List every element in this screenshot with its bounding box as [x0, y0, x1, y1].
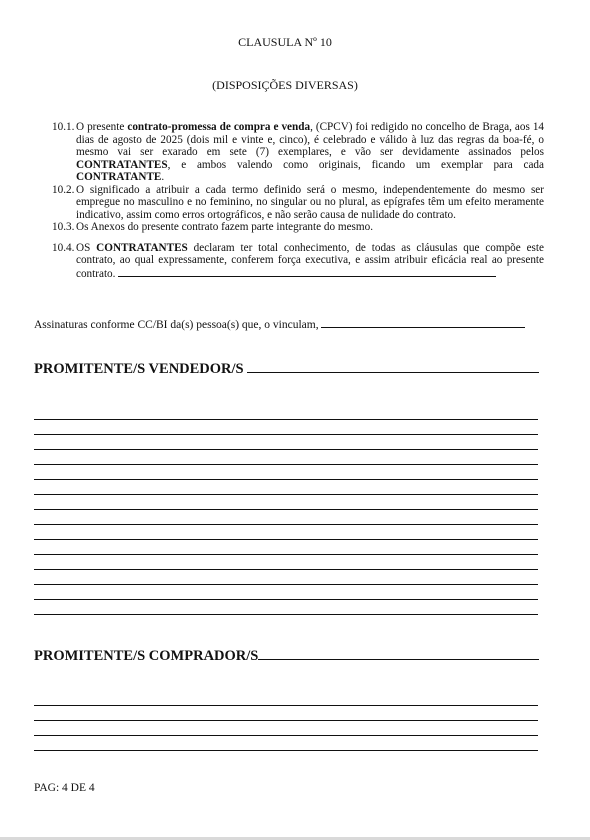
buyer-signature-line: [34, 735, 538, 736]
seller-signature-line: [34, 599, 538, 600]
clause-10-3: [52, 221, 544, 234]
seller-signature-line: [34, 449, 538, 450]
buyer-heading-blank: [258, 647, 539, 660]
clause-text-part: .: [161, 171, 165, 183]
seller-signature-line: [34, 524, 538, 525]
clause-text-part: declaram ter total conhecimento, de todas as cláusulas que compõe este contrato, ao qual expressamente, conferem força executiva, e assim atribuir eficácia real ao presente contrato.: [76, 241, 544, 280]
clause-text-part: , e ambos valendo como originais, ficando um exemplar para cada: [167, 158, 544, 171]
clause-10-2: [52, 184, 544, 222]
signatures-statement: [34, 318, 525, 331]
clause-10-1: [52, 121, 544, 184]
clause-bold-term: contrato-promessa de compra e venda: [127, 121, 311, 133]
buyer-heading-text: PROMITENTE/S COMPRADOR/S: [34, 648, 259, 664]
clause-10-4: [52, 242, 544, 281]
seller-heading-text: PROMITENTE/S VENDEDOR/S: [34, 361, 244, 377]
clause-text: Os Anexos do presente contrato fazem parte integrante do mesmo.: [76, 221, 373, 233]
seller-signature-line: [34, 539, 538, 540]
buyer-signature-line: [34, 705, 538, 706]
clause-text-part: O presente: [76, 121, 128, 133]
clause-text-part: , (CPCV) foi redigido no concelho de Braga, aos 14 dias de agosto de 2025 (dois mil e vinte e, cinco), é celebrado e válido à luz das regras da boa-fé, o mesmo vai ser exarado em sete (7) exemplares, e vão ser devidamente assinados pelos: [76, 121, 545, 158]
clause-bold-term: CONTRATANTE: [76, 171, 162, 183]
clause-number: 10.4.: [52, 241, 75, 254]
seller-signature-line: [34, 614, 538, 615]
clause-number: 10.1.: [52, 121, 75, 133]
seller-section-heading: [34, 360, 539, 378]
seller-signature-line: [34, 419, 538, 420]
clause-blank-line: [118, 267, 496, 277]
clause-subtitle: (DISPOSIÇÕES DIVERSAS): [212, 78, 358, 92]
clause-number: 10.2.: [52, 183, 75, 196]
clause-title: CLAUSULA Nº 10: [238, 35, 332, 49]
seller-signature-line: [34, 434, 538, 435]
page-footer: PAG: 4 DE 4: [34, 782, 95, 794]
signatures-text: Assinaturas conforme CC/BI da(s) pessoa(s) que, o vinculam,: [34, 319, 319, 331]
clause-bold-term: CONTRATANTES: [76, 158, 168, 171]
clause-text-part: OS: [76, 241, 97, 254]
seller-signature-line: [34, 569, 538, 570]
clause-number: 10.3.: [52, 221, 75, 233]
seller-heading-blank: [247, 360, 539, 373]
buyer-signature-line: [34, 720, 538, 721]
buyer-section-heading: [34, 647, 539, 665]
seller-signature-line: [34, 464, 538, 465]
signatures-blank-line: [321, 318, 525, 328]
seller-signature-line: [34, 584, 538, 585]
buyer-signature-line: [34, 750, 538, 751]
seller-signature-line: [34, 479, 538, 480]
clause-list: [52, 121, 544, 280]
seller-signature-line: [34, 509, 538, 510]
clause-text: [76, 121, 544, 184]
clause-text: [76, 242, 544, 281]
clause-bold-term: CONTRATANTES: [96, 241, 188, 254]
seller-signature-line: [34, 494, 538, 495]
seller-signature-line: [34, 554, 538, 555]
clause-text: O significado a atribuir a cada termo definido será o mesmo, independentemente do mesmo ser empregue no masculino e no feminino, no singular ou no plural, as epígrafes têm um efeito meramente indicativo, assim como erros ortográficos, e não serão causa de nulidade do contrato.: [76, 183, 544, 221]
